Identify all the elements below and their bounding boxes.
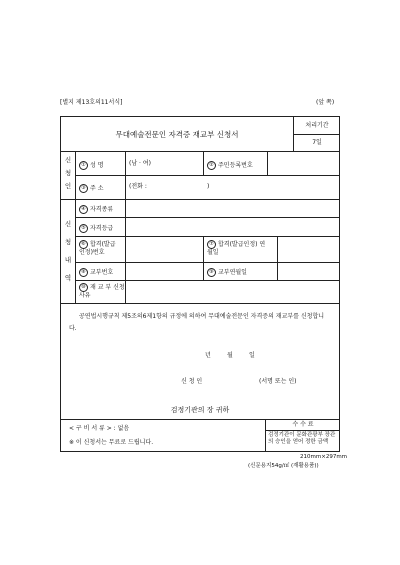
date-month: 월 — [227, 352, 233, 359]
recipient: 검정기관의 장 귀하 — [170, 406, 230, 414]
qual-grade-label: ⑤ 자격등급 — [79, 224, 113, 233]
num-4: ④ — [79, 205, 88, 214]
gender-field[interactable]: (남 · 여) — [129, 160, 151, 167]
num-1: ① — [79, 161, 88, 170]
qual-type-field[interactable] — [127, 201, 337, 217]
processing-period-label: 처리기간 — [305, 122, 329, 129]
issue-no-label: ⑧ 교부번호 — [79, 268, 113, 277]
num-6: ⑥ — [79, 240, 88, 249]
qual-type-label: ④ 자격종류 — [79, 205, 113, 214]
date-year: 년 — [205, 352, 211, 359]
num-7: ⑦ — [207, 240, 216, 249]
rrn-field[interactable] — [269, 153, 337, 173]
pass-no-label: ⑥ 합격(발급 인정)번호 — [79, 241, 116, 256]
processing-period-value: 7일 — [312, 139, 322, 146]
fee-label: 수 수 료 — [292, 421, 314, 428]
signer-label: 신 청 인 — [181, 378, 203, 385]
form-title: 무대예술전문인 자격증 재교부 신청서 — [115, 130, 239, 139]
num-2: ② — [207, 161, 216, 170]
phone-close: ) — [207, 183, 210, 190]
form-number: [별지 제13호의11서식] — [60, 99, 123, 106]
paper-size: 210mm×297mm — [300, 454, 348, 460]
details-section-label: 신 청 내 역 — [64, 220, 72, 282]
free-note: ※ 이 신청서는 무료로 드립니다. — [69, 439, 154, 446]
num-10: ⑩ — [79, 283, 88, 292]
date-day: 일 — [249, 352, 255, 359]
qual-grade-field[interactable] — [127, 219, 337, 235]
page-side-note: (앞 쪽) — [316, 99, 335, 106]
name-label: ① 성 명 — [79, 161, 104, 170]
paper-type: (신문용지54g/㎡ (재활용품)) — [248, 463, 319, 469]
reason-label: ⑩ 재 교 부 신청사유 — [79, 284, 125, 299]
fee-text: 검정기관이 문화관광부 장관의 승인을 얻어 정한 금액 — [268, 432, 336, 445]
rrn-label: ② 주민등록번호 — [207, 161, 253, 170]
num-9: ⑨ — [207, 268, 216, 277]
applicant-section-label: 신 청 인 — [64, 156, 72, 190]
signature-field[interactable]: (서명 또는 인) — [259, 378, 297, 385]
phone-label[interactable]: (전화 : — [129, 183, 147, 190]
address-label: ③ 주 소 — [79, 184, 104, 193]
required-docs: < 구 비 서 류 > : 없음 — [69, 425, 130, 432]
issue-date-label: ⑨ 교부연월일 — [207, 268, 247, 277]
declaration-text: 공연법시행규칙 제5조의6제1항의 규정에 의하여 무대예술전문인 자격증의 재교부를 신청합니다. — [69, 313, 325, 332]
pass-date-label: ⑦ 합격(발급인정) 연월일 — [207, 241, 266, 256]
num-3: ③ — [79, 184, 88, 193]
num-5: ⑤ — [79, 224, 88, 233]
application-form — [60, 116, 340, 452]
num-8: ⑧ — [79, 268, 88, 277]
reason-field[interactable] — [127, 282, 337, 301]
